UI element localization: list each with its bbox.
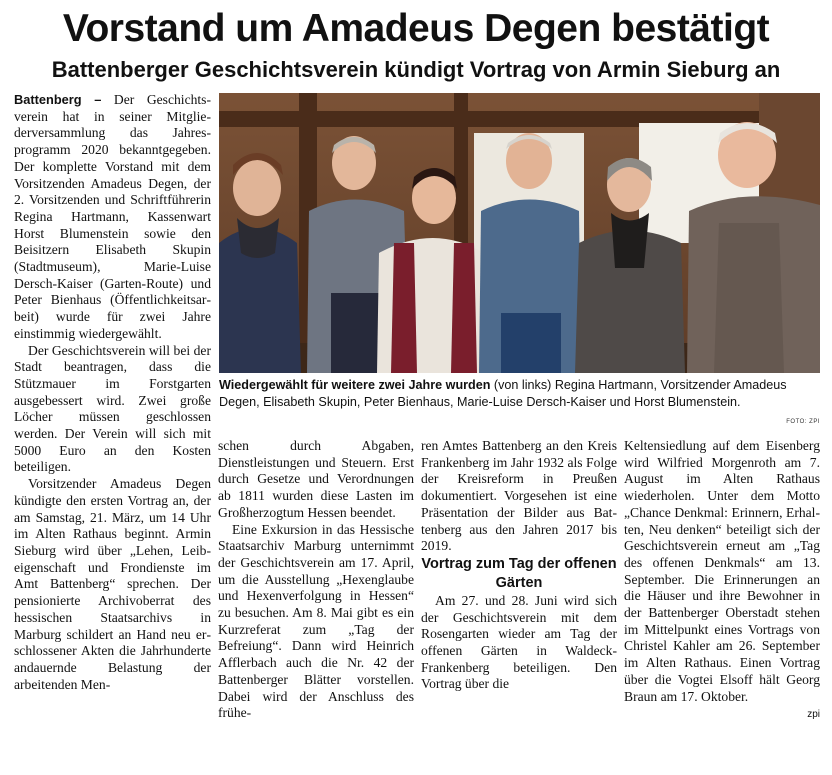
- subheadline: Battenberger Geschichtsverein kündigt Vortrag von Armin Sieburg an: [51, 57, 781, 82]
- article-column-1: [14, 92, 211, 767]
- article-paragraph: Keltensiedlung auf dem Eisenberg wird Wilfried Morgenroth am 7. August im Alten Rathaus wiederholen. Unter dem Motto „Chance Denkmal: Erinnern, Erhalten, Neu denken“ beteiligt sich der Geschichtsverein erneut am „Tag des offenen Denkmals“ am 13. September. Die Erinnerungen an die Häuser und ihre Bewohner in der Battenberger Oberstadt stehen im Mittelpunkt eines Vortrags von Christel Kahler am 26. September im Alten Rathaus. Einen Vortrag über die Vogtei Elsoff hält Georg Braun am 17. Oktober.: [624, 438, 820, 704]
- group-photo-image: [219, 93, 820, 373]
- article-paragraph: Am 27. und 28. Juni wird sich der Geschichtsverein mit dem Rosengarten wieder am Tag der offenen Gärten in Waldeck-Frankenberg beteiligen. Den Vortrag über die: [421, 592, 617, 692]
- article-column-4: [624, 438, 820, 768]
- photo-caption-lead: Wiedergewählt für weitere zwei Jahre wurden: [219, 378, 491, 392]
- article-paragraph: ren Amtes Battenberg an den Kreis Frankenberg im Jahr 1932 als Folge der Kreisreform in Preußen dokumentiert. Vorgesehen ist eine Präsentation der Bilder aus Battenberg aus den Jahren 2017 bis 2019.: [421, 438, 617, 554]
- photo-credit: FOTO: ZPI: [786, 419, 820, 425]
- group-photo: [219, 93, 820, 373]
- photo-caption: [219, 377, 820, 411]
- article-paragraph: Der Geschichtsverein will bei der Stadt beantragen, dass die Stützmauer im Forstgarten ausgebessert wird. Zwei große Löcher müssen geschlossen werden. Der Verein will sich mit 5000 Euro an den Kosten beteiligen.: [14, 342, 211, 475]
- article-paragraph: Eine Exkursion in das Hessische Staatsarchiv Marburg unternimmt der Geschichtsverein am 17. April, um die Ausstellung „Hexenglaube und Hexenverfolgung in Hessen“ zu besuchen. Am 8. Mai gibt es ein Kurzreferat zum „Tag der Befreiung“. Dann wird Heinrich Afflerbach auch die Nr. 42 der Battenberger Blätter vorstellen. Dabei wird der Anschluss des frühe-: [218, 521, 414, 721]
- headline: Vorstand um Amadeus Degen bestätigt: [62, 7, 770, 50]
- article-column-3: [421, 438, 617, 768]
- dateline: Battenberg –: [14, 92, 102, 107]
- photo-caption-text: (von links) Regina Hartmann, Vorsitzender Amadeus Degen, Elisabeth Skupin, Peter Bienhaus, Marie-Luise Dersch-Kaiser und Horst Blumenstein.: [219, 378, 787, 409]
- author-signature: zpi: [807, 709, 820, 721]
- article-paragraph: schen durch Abgaben, Dienstleistungen und Steuern. Erst durch Gesetze und Verordnungen ab 1811 wurden diese Lasten im Großherzogtum Hessen beendet.: [218, 438, 414, 520]
- article-paragraph: Battenberg – Der Geschichtsverein hat in seiner Mitgliederversammlung das Jahresprogramm 2020 bekanntgegeben. Der komplette Vorstand mit dem Vorsitzenden Amadeus Degen, der 2. Vorsitzenden und Schriftführerin Regina Hartmann, Kassenwart Horst Blumenstein sowie den Beisitzern Elisabeth Skupin (Stadtmuseum), Marie-Luise Dersch-Kaiser (Garten-Route) und Peter Bienhaus (Öffentlichkeitsarbeit) wurde für zwei Jahre einstimmig wiedergewählt.: [14, 92, 211, 341]
- article-column-2: [218, 438, 414, 768]
- crosshead: Vortrag zum Tag der offenen Gärten: [421, 555, 617, 591]
- article-paragraph: Vorsitzender Amadeus Degen kündigte den ersten Vortrag an, der am Samstag, 21. März, um 14 Uhr im Alten Rathaus beginnt. Armin Sieburg wird über „Lehen, Leibeigenschaft und Frondienste im Amt Battenberg“ sprechen. Der pensionierte Archivoberrat des hessischen Staatsarchivs in Marburg schildert an Hand neu erschlossener Akten die Jahrhunderte andauernde Belastung der arbeitenden Men-: [14, 476, 211, 692]
